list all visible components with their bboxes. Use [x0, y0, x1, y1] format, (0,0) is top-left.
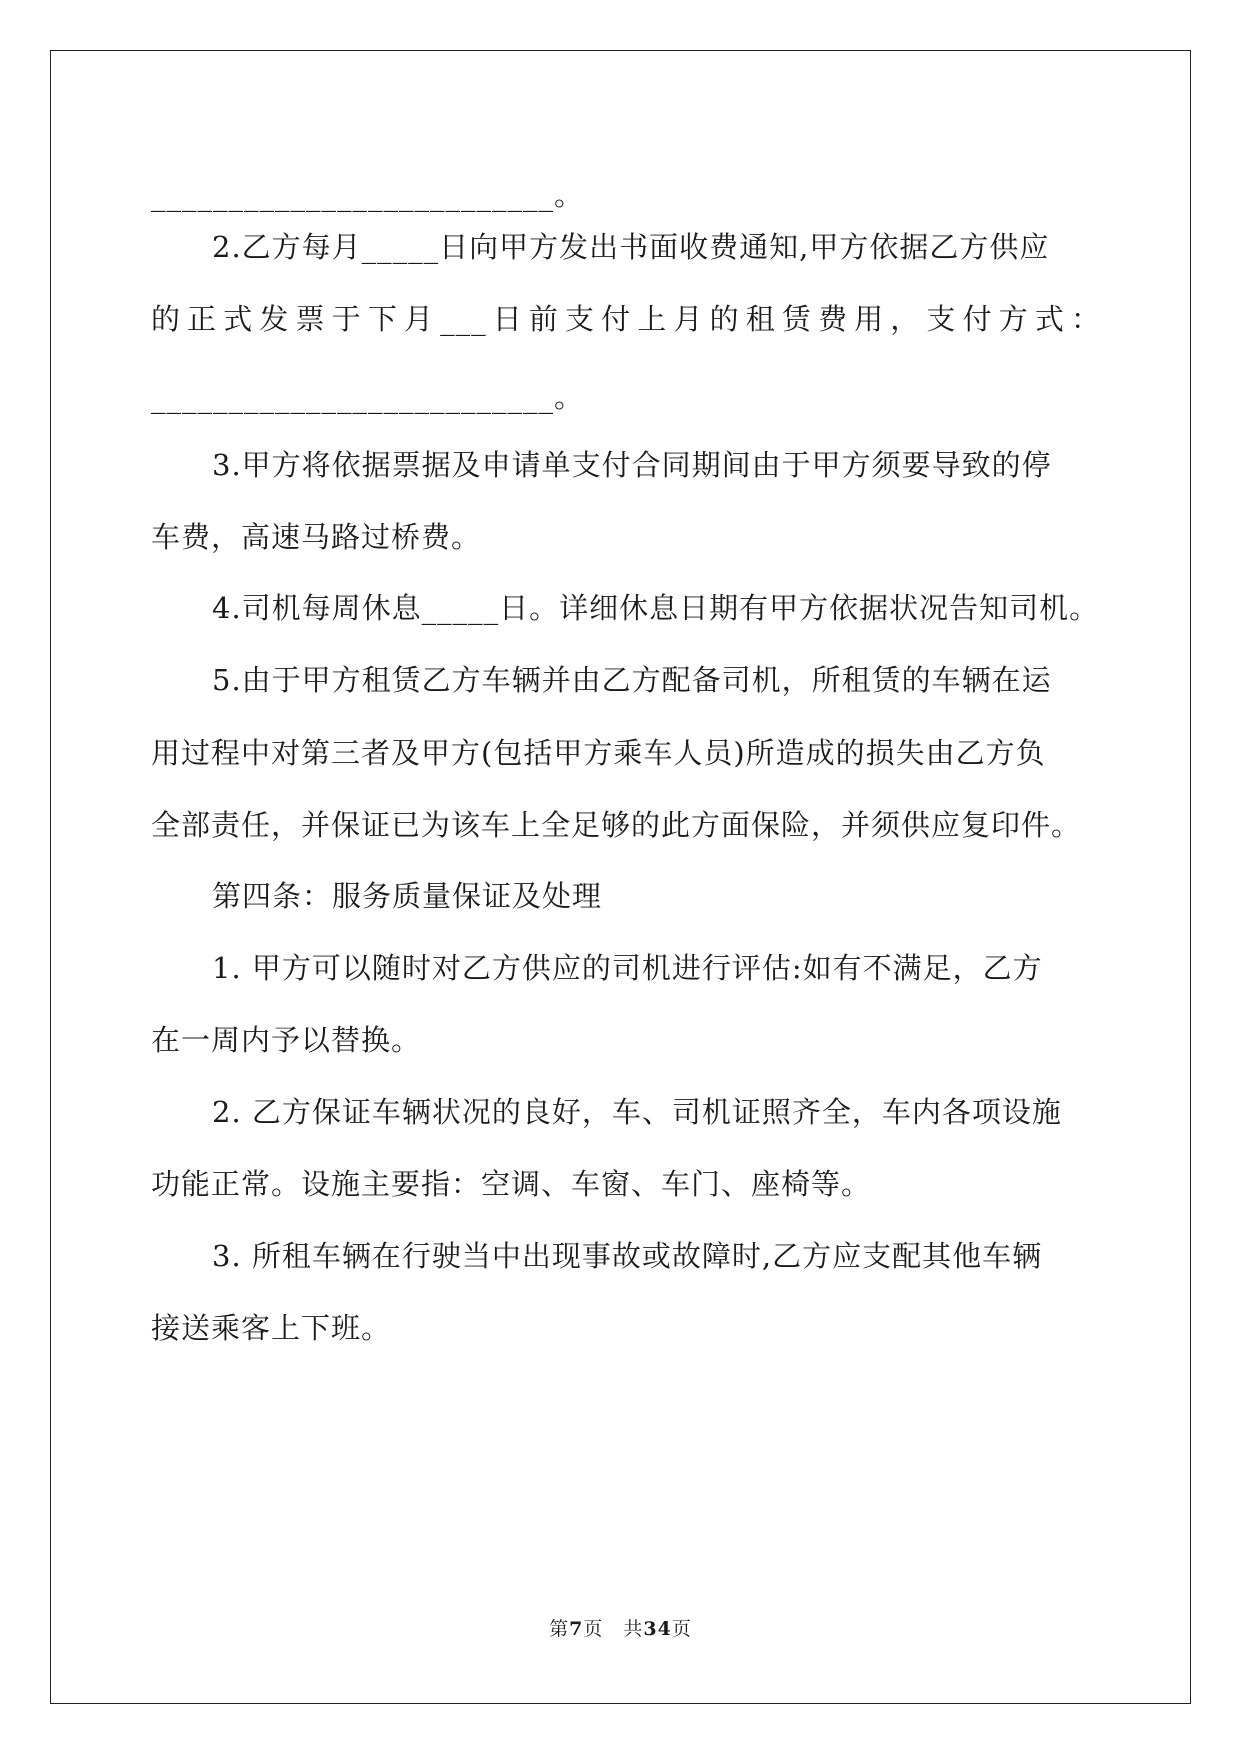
section-4-item-1-line-1: 1. 甲方可以随时对乙方供应的司机进行评估:如有不满足，乙方 — [212, 951, 1043, 985]
clause-5-line-1: 5.由于甲方租赁乙方车辆并由乙方配备司机，所租赁的车辆在运 — [212, 663, 1052, 697]
clause-2-line-2: 的正式发票于下月___日前支付上月的租赁费用，支付方式： — [151, 302, 1101, 336]
clause-5-line-3: 全部责任，并保证已为该车上全足够的此方面保险，并须供应复印件。 — [151, 808, 1082, 842]
clause-5-line-2: 用过程中对第三者及甲方(包括甲方乘车人员)所造成的损失由乙方负 — [151, 736, 1046, 770]
clause-2-line-3: __________________________。 — [151, 380, 585, 414]
section-4-item-2-line-1: 2. 乙方保证车辆状况的良好，车、司机证照齐全，车内各项设施 — [212, 1095, 1062, 1129]
section-4-item-3-line-2: 接送乘客上下班。 — [151, 1311, 392, 1345]
footer-prefix: 第 — [549, 1618, 570, 1640]
clause-3-line-1: 3.甲方将依据票据及申请单支付合同期间由于甲方须要导致的停 — [212, 448, 1052, 482]
footer-page-number: 7 — [569, 1618, 584, 1640]
clause-2-line-1: 2.乙方每月_____日向甲方发出书面收费通知,甲方依据乙方供应 — [212, 230, 1050, 264]
section-4-item-3-line-1: 3. 所租车辆在行驶当中出现事故或故障时,乙方应支配其他车辆 — [212, 1239, 1043, 1273]
clause-4-line-1: 4.司机每周休息_____日。详细休息日期有甲方依据状况告知司机。 — [212, 591, 1100, 625]
section-4-heading: 第四条：服务质量保证及处理 — [212, 879, 603, 913]
footer-suffix: 页 — [671, 1618, 692, 1640]
clause-3-line-2: 车费，高速马路过桥费。 — [151, 520, 482, 554]
section-4-item-1-line-2: 在一周内予以替换。 — [151, 1023, 422, 1057]
section-4-item-2-line-2: 功能正常。设施主要指：空调、车窗、车门、座椅等。 — [151, 1167, 872, 1201]
footer-mid: 页 共 — [583, 1618, 644, 1640]
page-footer — [0, 1617, 1241, 1641]
line-blank-continuation-1: __________________________。 — [151, 178, 585, 212]
footer-total-pages: 34 — [643, 1618, 672, 1640]
